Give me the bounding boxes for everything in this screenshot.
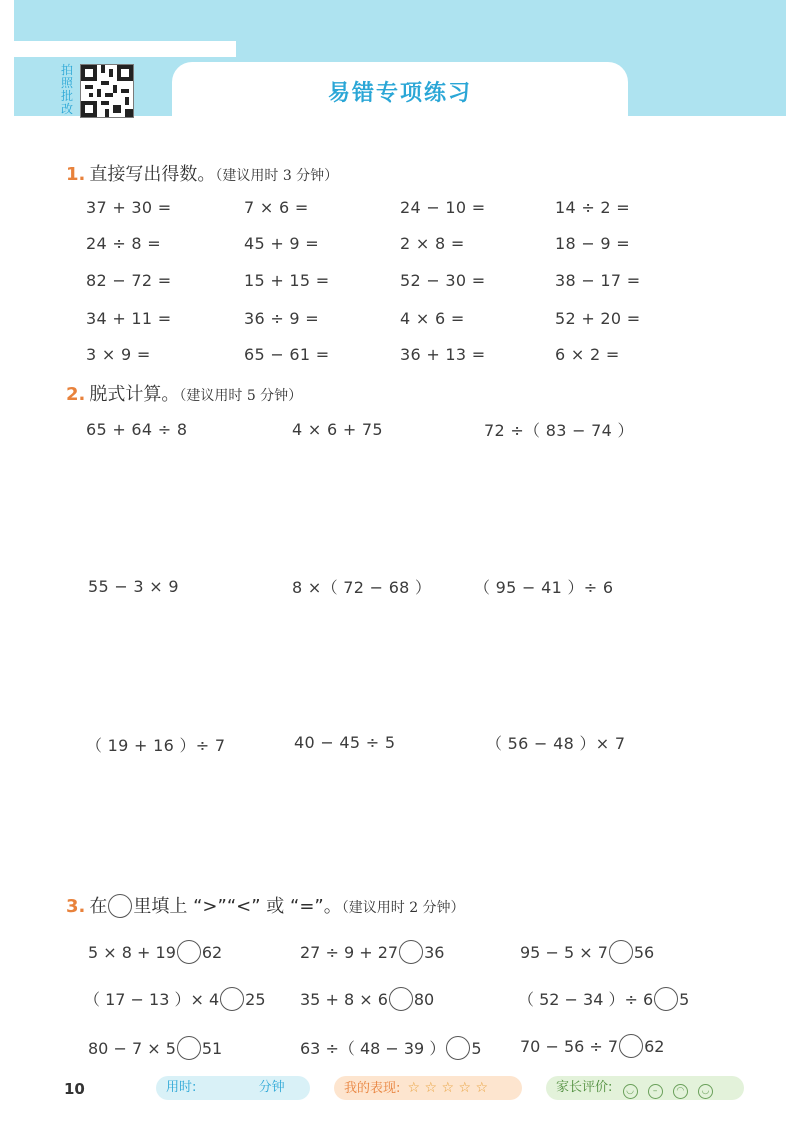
oral-problem: 37 + 30 = <box>86 198 172 217</box>
step-problem: 55 − 3 × 9 <box>88 577 179 596</box>
oral-problem: 36 + 13 = <box>400 345 486 364</box>
answer-circle[interactable] <box>177 1036 201 1060</box>
compare-left: 95 − 5 × 7 <box>520 943 608 962</box>
section-1-heading <box>66 160 338 186</box>
answer-circle[interactable] <box>389 987 413 1011</box>
oral-problem: 34 + 11 = <box>86 309 172 328</box>
sad-face-icon[interactable]: ◠ <box>673 1084 688 1099</box>
compare-right: 62 <box>644 1037 665 1056</box>
compare-left: 80 − 7 × 5 <box>88 1039 176 1058</box>
compare-right: 36 <box>424 943 445 962</box>
compare-right: 25 <box>245 990 266 1009</box>
oral-problem: 6 × 2 = <box>555 345 620 364</box>
section-3-heading <box>66 892 465 918</box>
oral-problem: 7 × 6 = <box>244 198 309 217</box>
compare-left: 27 ÷ 9 + 27 <box>300 943 399 962</box>
answer-circle[interactable] <box>654 987 678 1011</box>
step-problem: 40 − 45 ÷ 5 <box>294 733 396 752</box>
compare-item <box>88 1036 222 1060</box>
section-2-heading <box>66 380 302 406</box>
answer-circle[interactable] <box>177 940 201 964</box>
page-title: 易错专项练习 <box>327 81 472 106</box>
answer-circle[interactable] <box>220 987 244 1011</box>
step-problem: 4 × 6 + 75 <box>292 420 383 439</box>
section-3-title-before: 在 <box>89 896 108 917</box>
oral-problem: 38 − 17 = <box>555 271 641 290</box>
oral-problem: 18 − 9 = <box>555 234 631 253</box>
blank-circle-icon <box>108 894 132 918</box>
happy-face-icon[interactable]: ◡ <box>698 1084 713 1099</box>
time-label: 用时: <box>166 1080 197 1095</box>
answer-circle[interactable] <box>609 940 633 964</box>
oral-problem: 36 ÷ 9 = <box>244 309 320 328</box>
compare-right: 56 <box>633 943 655 962</box>
parent-label: 家长评价: <box>556 1080 613 1095</box>
answer-circle[interactable] <box>446 1036 470 1060</box>
page-number: 10 <box>64 1080 85 1098</box>
oral-problem: 82 − 72 = <box>86 271 172 290</box>
compare-item <box>300 987 434 1011</box>
performance-label: 我的表现: <box>344 1081 401 1096</box>
oral-problem: 24 − 10 = <box>400 198 486 217</box>
answer-circle[interactable] <box>399 940 423 964</box>
scan-grading-label: 拍照批改 <box>60 63 73 116</box>
time-unit: 分钟 <box>258 1080 285 1095</box>
step-problem: （ 19 + 16 ）÷ 7 <box>86 736 226 755</box>
compare-right: 5 <box>679 990 690 1009</box>
neutral-face-icon[interactable]: – <box>648 1084 663 1099</box>
compare-item <box>88 940 222 964</box>
rating-stars-icon[interactable]: ☆ ☆ ☆ ☆ ☆ <box>407 1080 489 1096</box>
step-problem: （ 56 − 48 ）× 7 <box>486 734 626 753</box>
section-1-note: （建议用时 3 分钟） <box>215 168 339 184</box>
smile-face-icon[interactable]: ◡ <box>623 1084 638 1099</box>
compare-left: 35 + 8 × 6 <box>300 990 388 1009</box>
compare-item <box>520 1034 664 1058</box>
answer-circle[interactable] <box>619 1034 643 1058</box>
oral-problem: 15 + 15 = <box>244 271 330 290</box>
oral-problem: 3 × 9 = <box>86 345 151 364</box>
oral-problem: 14 ÷ 2 = <box>555 198 631 217</box>
section-3-note: （建议用时 2 分钟） <box>341 900 465 916</box>
compare-left: 63 ÷（ 48 − 39 ） <box>300 1039 446 1058</box>
oral-problem: 65 − 61 = <box>244 345 330 364</box>
compare-right: 80 <box>413 990 435 1009</box>
compare-item <box>300 1036 482 1060</box>
section-3-title-after: 里填上 “>”“<” 或 “=”。 <box>133 896 342 917</box>
header-notch <box>14 41 236 57</box>
compare-right: 5 <box>471 1039 482 1058</box>
section-2-note: （建议用时 5 分钟） <box>179 388 303 404</box>
step-problem: 8 ×（ 72 − 68 ） <box>292 578 432 597</box>
section-2-title: 脱式计算。 <box>89 384 180 405</box>
time-spent-pill <box>156 1076 310 1100</box>
step-problem: 72 ÷（ 83 − 74 ） <box>484 421 634 440</box>
compare-right: 51 <box>201 1039 223 1058</box>
oral-problem: 52 + 20 = <box>555 309 641 328</box>
parent-review-pill <box>546 1076 744 1100</box>
compare-left: （ 17 − 13 ）× 4 <box>84 990 220 1009</box>
section-1-number: 1. <box>66 164 86 185</box>
compare-left: 70 − 56 ÷ 7 <box>520 1037 619 1056</box>
compare-item <box>84 987 266 1011</box>
oral-problem: 52 − 30 = <box>400 271 486 290</box>
step-problem: （ 95 − 41 ）÷ 6 <box>474 578 614 597</box>
oral-problem: 2 × 8 = <box>400 234 465 253</box>
section-2-number: 2. <box>66 384 86 405</box>
compare-item <box>518 987 689 1011</box>
section-1-title: 直接写出得数。 <box>89 164 216 185</box>
compare-left: （ 52 − 34 ）÷ 6 <box>518 990 654 1009</box>
performance-pill <box>334 1076 522 1100</box>
compare-item <box>520 940 654 964</box>
oral-problem: 4 × 6 = <box>400 309 465 328</box>
compare-right: 62 <box>201 943 223 962</box>
step-problem: 65 + 64 ÷ 8 <box>86 420 188 439</box>
oral-problem: 45 + 9 = <box>244 234 320 253</box>
section-3-number: 3. <box>66 896 86 917</box>
compare-item <box>300 940 444 964</box>
qr-code-icon[interactable] <box>80 64 134 118</box>
compare-left: 5 × 8 + 19 <box>88 943 176 962</box>
oral-problem: 24 ÷ 8 = <box>86 234 162 253</box>
